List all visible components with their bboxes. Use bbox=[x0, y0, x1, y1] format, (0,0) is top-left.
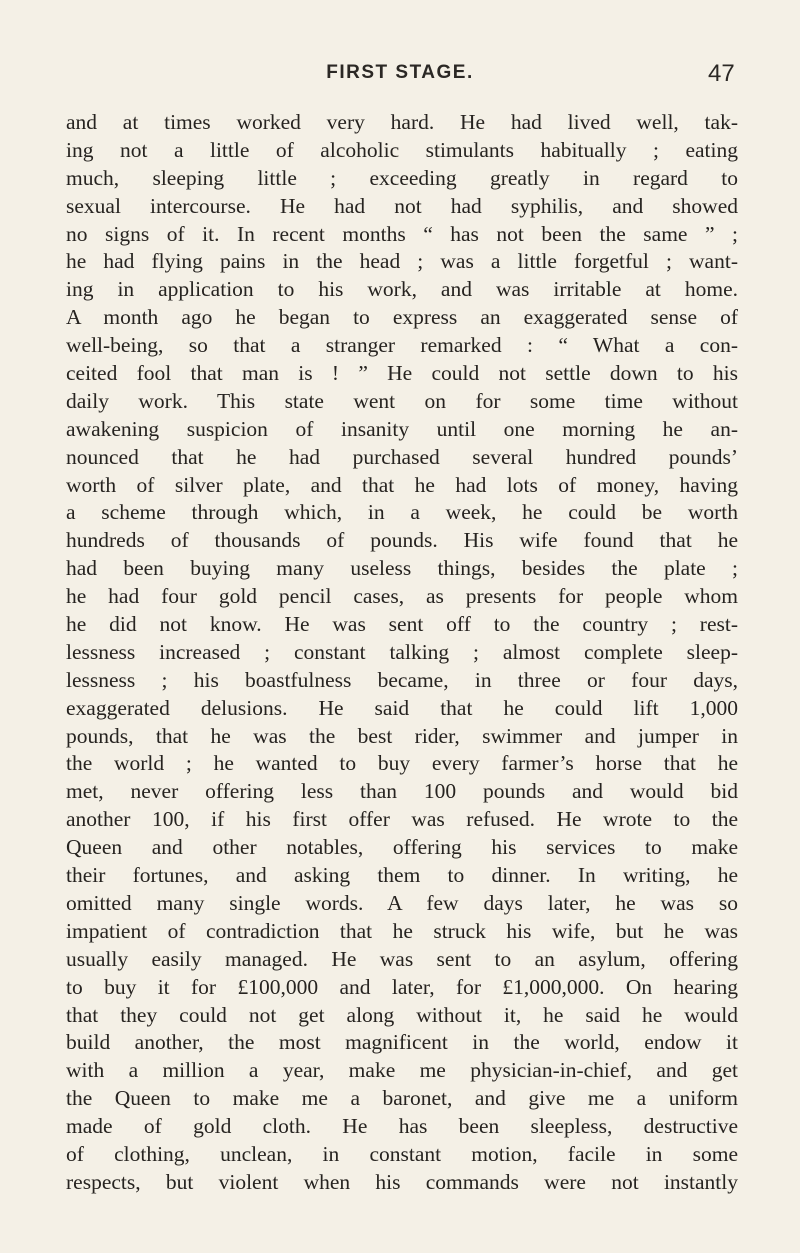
text-line: pounds, that he was the best rider, swimmer and jumper in bbox=[66, 723, 738, 748]
running-head bbox=[0, 62, 800, 92]
text-line: to buy it for £100,000 and later, for £1,000,000. On hearing bbox=[66, 974, 738, 999]
text-line: daily work. This state went on for some time without bbox=[66, 388, 738, 413]
text-line: no signs of it. In recent months “ has not been the same ” ; bbox=[66, 221, 738, 246]
text-line: that they could not get along without it, he said he would bbox=[66, 1002, 738, 1027]
text-line: made of gold cloth. He has been sleepless, destructive bbox=[66, 1114, 738, 1139]
text-line: and at times worked very hard. He had lived well, tak- bbox=[66, 110, 738, 134]
text-line: worth of silver plate, and that he had lots of money, having bbox=[66, 472, 738, 497]
text-line: sexual intercourse. He had not had syphilis, and showed bbox=[66, 193, 738, 218]
body-text bbox=[66, 109, 738, 1197]
text-line: he had four gold pencil cases, as presents for people whom bbox=[66, 584, 738, 609]
text-line: ceited fool that man is ! ” He could not settle down to his bbox=[66, 361, 738, 386]
text-line: impatient of contradiction that he struck his wife, but he was bbox=[66, 918, 738, 943]
text-line: omitted many single words. A few days later, he was so bbox=[66, 890, 738, 915]
text-line: awakening suspicion of insanity until one morning he an- bbox=[66, 416, 738, 441]
text-line: respects, but violent when his commands were not instantly bbox=[66, 1169, 738, 1194]
text-line: met, never offering less than 100 pounds and would bid bbox=[66, 779, 738, 804]
text-line: another 100, if his first offer was refused. He wrote to the bbox=[66, 807, 738, 832]
text-line: hundreds of thousands of pounds. His wife found that he bbox=[66, 528, 738, 553]
text-line: well-being, so that a stranger remarked : “ What a con- bbox=[66, 333, 738, 358]
text-line: the world ; he wanted to buy every farmer’s horse that he bbox=[66, 751, 738, 776]
text-line: lessness increased ; constant talking ; almost complete sleep- bbox=[66, 639, 738, 664]
text-line: ing not a little of alcoholic stimulants habitually ; eating bbox=[66, 137, 738, 162]
text-line: much, sleeping little ; exceeding greatly in regard to bbox=[66, 165, 738, 190]
text-line: the Queen to make me a baronet, and give me a uniform bbox=[66, 1086, 738, 1111]
text-line: their fortunes, and asking them to dinner. In writing, he bbox=[66, 863, 738, 888]
text-line: A month ago he began to express an exaggerated sense of bbox=[66, 305, 738, 330]
text-line: usually easily managed. He was sent to an asylum, offering bbox=[66, 946, 738, 971]
chapter-title: FIRST STAGE. bbox=[326, 62, 474, 83]
text-line: of clothing, unclean, in constant motion, facile in some bbox=[66, 1141, 738, 1166]
text-line: exaggerated delusions. He said that he could lift 1,000 bbox=[66, 695, 738, 720]
text-line: build another, the most magnificent in the world, endow it bbox=[66, 1030, 738, 1055]
page-number: 47 bbox=[708, 60, 735, 87]
text-line: he had flying pains in the head ; was a little forgetful ; want- bbox=[66, 249, 738, 274]
text-line: ing in application to his work, and was irritable at home. bbox=[66, 277, 738, 302]
text-line: Queen and other notables, offering his services to make bbox=[66, 835, 738, 860]
text-line: had been buying many useless things, besides the plate ; bbox=[66, 556, 738, 581]
text-line: lessness ; his boastfulness became, in three or four days, bbox=[66, 667, 738, 692]
text-line: with a million a year, make me physician-in-chief, and get bbox=[66, 1058, 738, 1083]
text-line: a scheme through which, in a week, he could be worth bbox=[66, 500, 738, 525]
text-line: nounced that he had purchased several hundred pounds’ bbox=[66, 444, 738, 469]
text-line: he did not know. He was sent off to the country ; rest- bbox=[66, 612, 738, 637]
